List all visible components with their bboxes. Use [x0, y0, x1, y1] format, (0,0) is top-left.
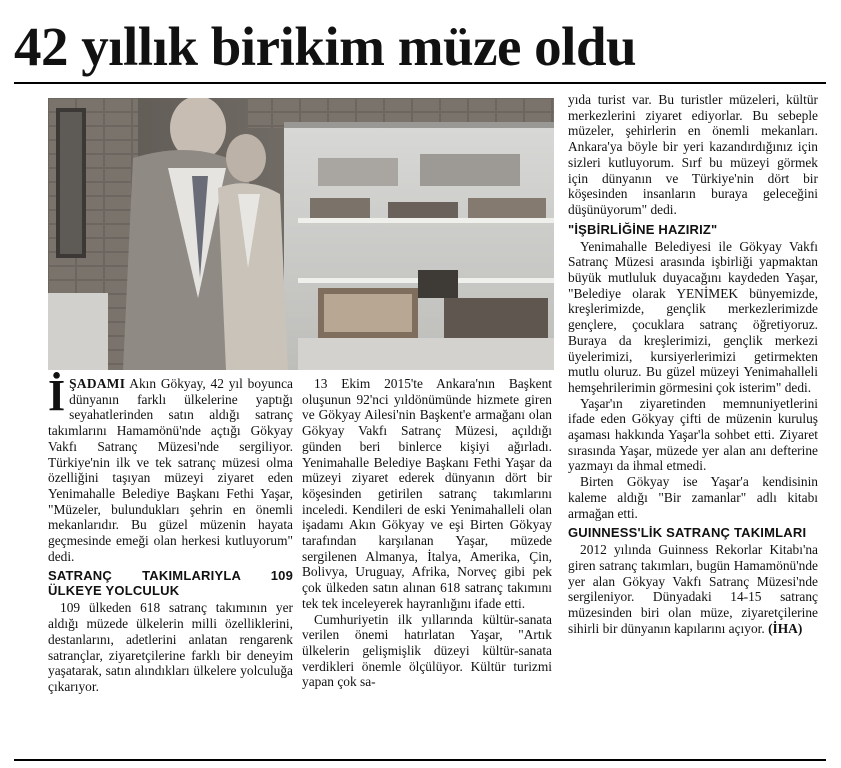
- headline-rule: [14, 82, 826, 84]
- drop-cap: İ: [48, 371, 66, 420]
- footer-rule: [14, 759, 826, 761]
- paragraph: Cumhuriyetin ilk yıllarında kültür-sanata verilen önemi hatırlatan Yaşar, "Artık ülkelerin gelişmişlik düzeyi kültür-sanata verdikleri önemle ölçülüyor. Kültür turizmi yapan çok sa-: [302, 611, 552, 690]
- subhead-cooperation: "İŞBİRLİĞİNE HAZIRIZ": [568, 221, 718, 237]
- news-source: (İHA): [768, 620, 803, 636]
- paragraph: Yaşar'ın ziyaretinden memnuniyetlerini ifade eden Gökyay çifti de müzenin kuruluş aşaması hakkında Yaşar'la sohbet etti. Ziyaret sırasında Yaşar, müzede yer alan anı defterine yazmayı da ihmal etmedi.: [568, 395, 818, 474]
- paragraph: yıda turist var. Bu turistler müzeleri, kültür merkezlerini ziyaret ediyorlar. Bu sebeple müzeler, şehirlerin en önemli mekanları. Ankara'ya böyle bir yeri kazandırdığınız için sizleri kutluyorum. Sırf bu müzeyi görmek için dünyanın ve Türkiye'nin dört bir köşesinden insanların buraya geleceğini düşünüyorum" dedi.: [568, 92, 818, 217]
- paragraph: Yenimahalle Belediyesi ile Gökyay Vakfı Satranç Müzesi arasında işbirliği yapmaktan büyük mutluluk duyacağını kaydeden Yaşar, "Belediye olarak YENİMEK bünyemizde, kreşlerimizde, gençlik merkezlerimizde gençlere, çocuklara satranç öğretiyoruz. Buraya da kreşlerimizi, gençlik merkezi üyelerimizi, kursiyerlerimizi getirmekten mutlu oluruz. Bu güzel müzeyi Yenimahalleli hemşehrilerimin görmesini çok isterim" dedi.: [568, 238, 818, 395]
- article-column-3: [568, 92, 818, 637]
- subhead-guinness: GUINNESS'LİK SATRANÇ TAKIMLARI: [568, 525, 807, 541]
- paragraph: 109 ülkeden 618 satranç takımının yer aldığı müzede ülkelerin milli özelliklerini, destanlarını, adetlerini anlatan rengarenk satrançlar, ziyaretçilerine farklı bir deneyim yaşatarak, satın alındıkları ülkelere yolculuğa çıkarıyor.: [48, 600, 293, 694]
- article-column-1: [48, 371, 293, 695]
- intro-text: Akın Gökyay, 42 yıl boyunca dünyanın farklı ülkelerine yaptığı seyahatlerinden satın aldığı satranç takımlarını Hamamönü'nde açtığı Gökyay Vakfı Satranç Müzesi'nde sergiliyor. Türkiye'nin ilk ve tek satranç müzesi olma özelliğini taşıyan müzeyi ziyaret eden Yenimahalle Belediye Başkanı Fethi Yaşar, "Müzeler, bulundukları şehrin en önemli mekanlarıdır. Bu güzel müzenin hayata geçmesinde emeği olan herkesi kutluyorum" dedi.: [48, 376, 293, 564]
- subhead-109-countries: SATRANÇ TAKIMLARIYLA 109 ÜLKEYE YOLCULUK: [48, 568, 293, 599]
- photo-illustration: [48, 98, 554, 370]
- article-column-2: [302, 376, 552, 690]
- headline: 42 yıllık birikim müze oldu: [14, 16, 637, 77]
- intro-paragraph: [48, 371, 293, 564]
- paragraph: Birten Gökyay ise Yaşar'a kendisinin kaleme aldığı "Bir zamanlar" adlı kitabı armağan etti.: [568, 474, 818, 521]
- paragraph: 13 Ekim 2015'te Ankara'nın Başkent oluşunun 92'nci yıldönümünde hizmete giren ve Gökyay Ailesi'nin Başkent'e armağanı olan Gökyay Vakfı Satranç Müzesi, açıldığı günden beri binlerce kişiyi ağırladı. Yenimahalle Belediye Başkanı Fethi Yaşar da müzeyi ziyaret ederek dünyanın dört bir köşesinden getirilen satranç takımlarını inceledi. Kendileri de eski Yenimahalleli olan işadamı Akın Gökyay ve eşi Birten Gökyay tarafından karşılanan Yaşar, müzede sergilenen Almanya, İtalya, Amerika, Çin, Bolivya, Uruguay, Afrika, Norveç gibi pek çok ülkeden satın alınan 618 satranç takımını tek tek inceleyerek hayranlığını ifade etti.: [302, 376, 552, 611]
- paragraph-text: 2012 yılında Guinness Rekorlar Kitabı'na giren satranç takımları, bugün Hamamönü'nde yer alan Gökyay Vakfı Satranç Müzesi'nde sergileniyor. Dünyadaki 14-15 satranç müzesinden biri olan müze, ziyaretçilerine sihirli bir dünyanın kapılarını açıyor.: [568, 542, 818, 636]
- lead-word: ŞADAMI: [69, 376, 126, 391]
- museum-chess-display-photo: [48, 98, 554, 370]
- paragraph: [568, 542, 818, 636]
